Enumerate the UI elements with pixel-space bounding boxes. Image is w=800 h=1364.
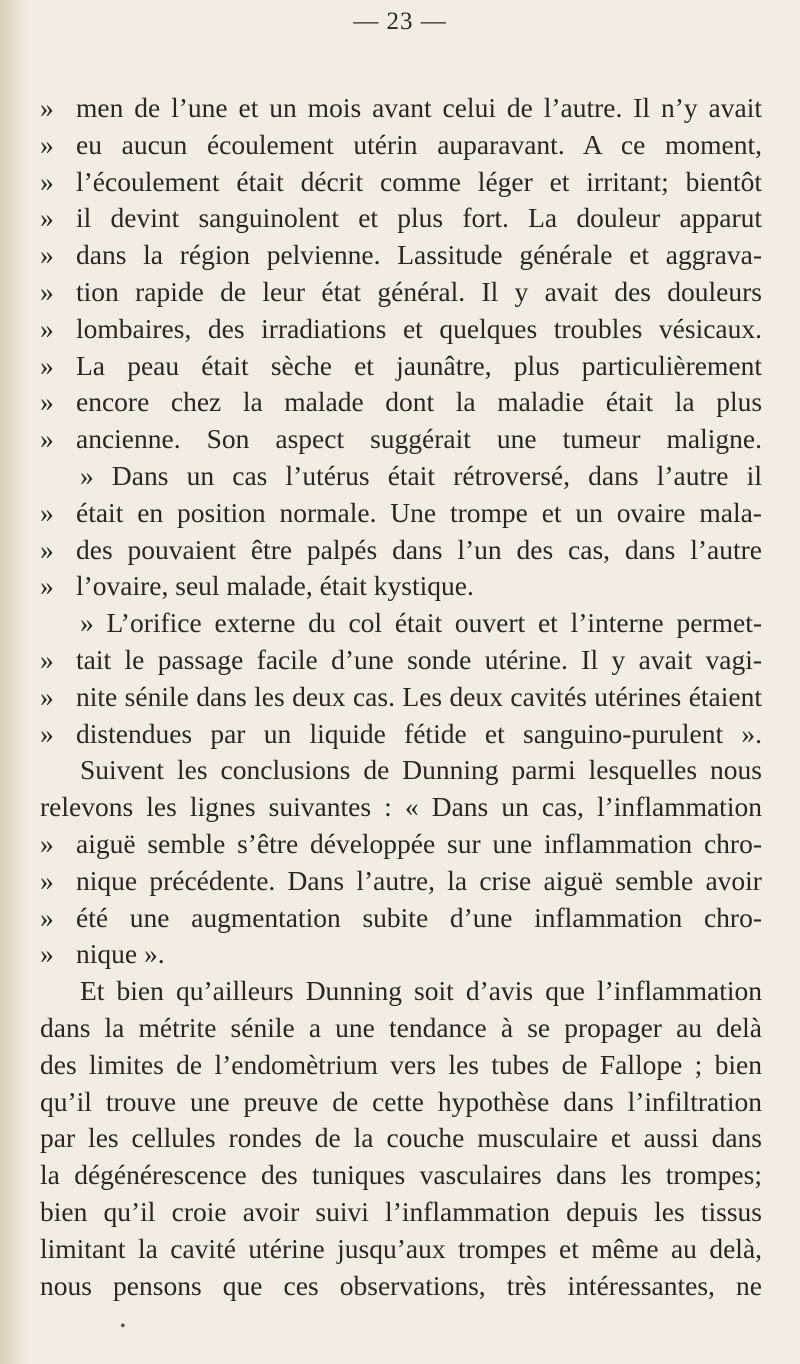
line-text: été une augmentation subite d’une inflammation chro- bbox=[76, 901, 762, 933]
text-line bbox=[40, 936, 165, 972]
line-text: » L’orifice externe du col était ouvert et l’interne permet- bbox=[80, 607, 763, 639]
text-line bbox=[40, 1084, 762, 1120]
quote-mark: » bbox=[40, 312, 54, 344]
line-text: des pouvaient être palpés dans l’un des cas, dans l’autre bbox=[76, 533, 762, 565]
text-line bbox=[40, 900, 762, 936]
quote-mark: » bbox=[40, 496, 54, 528]
line-text: dans la métrite sénile a une tendance à se propager au delà bbox=[40, 1012, 762, 1043]
line-text: il devint sanguinolent et plus fort. La douleur apparut bbox=[76, 202, 763, 234]
text-line bbox=[80, 605, 762, 641]
quote-mark: » bbox=[40, 938, 54, 970]
line-text: Suivent les conclusions de Dunning parmi lesquelles nous bbox=[80, 754, 762, 786]
page-number: — 23 — bbox=[353, 8, 447, 35]
text-line bbox=[40, 826, 762, 862]
text-line bbox=[40, 679, 762, 715]
line-text: eu aucun écoulement utérin auparavant. A ce moment, bbox=[76, 128, 762, 160]
text-line bbox=[40, 642, 762, 678]
line-text: aiguë semble s’être développée sur une inflammation chro- bbox=[76, 828, 763, 859]
line-text: relevons les lignes suivantes : « Dans un cas, l’inflammation bbox=[40, 791, 762, 823]
text-line bbox=[40, 1157, 762, 1193]
text-line bbox=[40, 200, 762, 236]
line-text: La peau était sèche et jaunâtre, plus particulièrement bbox=[76, 349, 762, 381]
line-text: nous pensons que ces observations, très intéressantes, ne bbox=[40, 1269, 762, 1301]
text-line bbox=[80, 973, 762, 1009]
quote-mark: » bbox=[40, 128, 54, 160]
line-text: Et bien qu’ailleurs Dunning soit d’avis que l’inflammation bbox=[80, 975, 762, 1007]
line-text: tion rapide de leur état général. Il y avait des douleurs bbox=[76, 276, 762, 307]
line-text: nique précédente. Dans l’autre, la crise aiguë semble avoir bbox=[76, 864, 762, 896]
quote-mark: » bbox=[40, 533, 54, 565]
text-line bbox=[40, 1231, 762, 1267]
quote-mark: » bbox=[40, 239, 54, 271]
line-text: distendues par un liquide fétide et sanguino-purulent ». bbox=[76, 717, 762, 749]
quote-mark: » bbox=[40, 276, 54, 307]
line-text: men de l’une et un mois avant celui de l’autre. Il n’y avait bbox=[76, 92, 762, 123]
line-text: dans la région pelvienne. Lassitude générale et aggrava- bbox=[76, 239, 762, 271]
quote-mark: » bbox=[40, 864, 54, 896]
text-line bbox=[40, 90, 762, 126]
text-line bbox=[40, 495, 762, 531]
text-line bbox=[80, 458, 762, 494]
line-text: limitant la cavité utérine jusqu’aux trompes et même au delà, bbox=[40, 1232, 763, 1264]
text-line bbox=[40, 1194, 762, 1230]
page-edge bbox=[0, 0, 26, 1364]
text-line bbox=[40, 863, 762, 899]
quote-mark: » bbox=[40, 423, 54, 455]
line-text: par les cellules rondes de la couche musculaire et aussi dans bbox=[40, 1122, 762, 1154]
quote-mark: » bbox=[40, 386, 54, 418]
line-text: encore chez la malade dont la maladie était la plus bbox=[76, 386, 763, 418]
quote-mark: » bbox=[40, 680, 54, 712]
line-text: ancienne. Son aspect suggérait une tumeur maligne. bbox=[76, 423, 762, 455]
ink-speck: • bbox=[120, 1318, 126, 1335]
quote-mark: » bbox=[40, 202, 54, 234]
line-text: nite sénile dans les deux cas. Les deux cavités utérines étaient bbox=[76, 680, 762, 712]
text-line bbox=[40, 532, 762, 568]
text-line bbox=[40, 568, 474, 604]
quote-mark: » bbox=[40, 828, 54, 859]
text-line bbox=[40, 348, 762, 384]
quote-mark: » bbox=[40, 717, 54, 749]
line-text: l’écoulement était décrit comme léger et irritant; bientôt bbox=[76, 165, 762, 197]
line-text: nique ». bbox=[76, 938, 165, 970]
text-line bbox=[40, 789, 762, 825]
line-text: des limites de l’endomètrium vers les tubes de Fallope ; bien bbox=[40, 1048, 762, 1080]
line-text: » Dans un cas l’utérus était rétroversé, dans l’autre il bbox=[80, 460, 762, 491]
quote-mark: » bbox=[40, 92, 54, 123]
quote-mark: » bbox=[40, 570, 54, 602]
text-line bbox=[40, 716, 762, 752]
text-line bbox=[80, 752, 762, 788]
text-line bbox=[40, 127, 762, 163]
text-line bbox=[40, 384, 762, 420]
line-text: bien qu’il croie avoir suivi l’inflammation depuis les tissus bbox=[40, 1196, 762, 1227]
text-line bbox=[40, 421, 762, 457]
line-text: était en position normale. Une trompe et un ovaire mala- bbox=[76, 496, 762, 528]
text-line bbox=[40, 274, 762, 310]
text-line bbox=[40, 164, 762, 200]
text-line bbox=[40, 1047, 762, 1083]
line-text: lombaires, des irradiations et quelques troubles vésicaux. bbox=[76, 312, 763, 344]
text-line bbox=[40, 237, 762, 273]
line-text: l’ovaire, seul malade, était kystique. bbox=[76, 570, 474, 602]
quote-mark: » bbox=[40, 644, 54, 675]
quote-mark: » bbox=[40, 165, 54, 197]
quote-mark: » bbox=[40, 349, 54, 381]
line-text: qu’il trouve une preuve de cette hypothèse dans l’infiltration bbox=[40, 1085, 762, 1117]
line-text: tait le passage facile d’une sonde utérine. Il y avait vagi- bbox=[76, 644, 762, 675]
text-line bbox=[40, 1120, 762, 1156]
text-line bbox=[40, 1268, 762, 1304]
line-text: la dégénérescence des tuniques vasculaires dans les trompes; bbox=[40, 1159, 762, 1191]
quote-mark: » bbox=[40, 901, 54, 933]
text-line bbox=[40, 1010, 762, 1046]
text-line bbox=[40, 311, 762, 347]
